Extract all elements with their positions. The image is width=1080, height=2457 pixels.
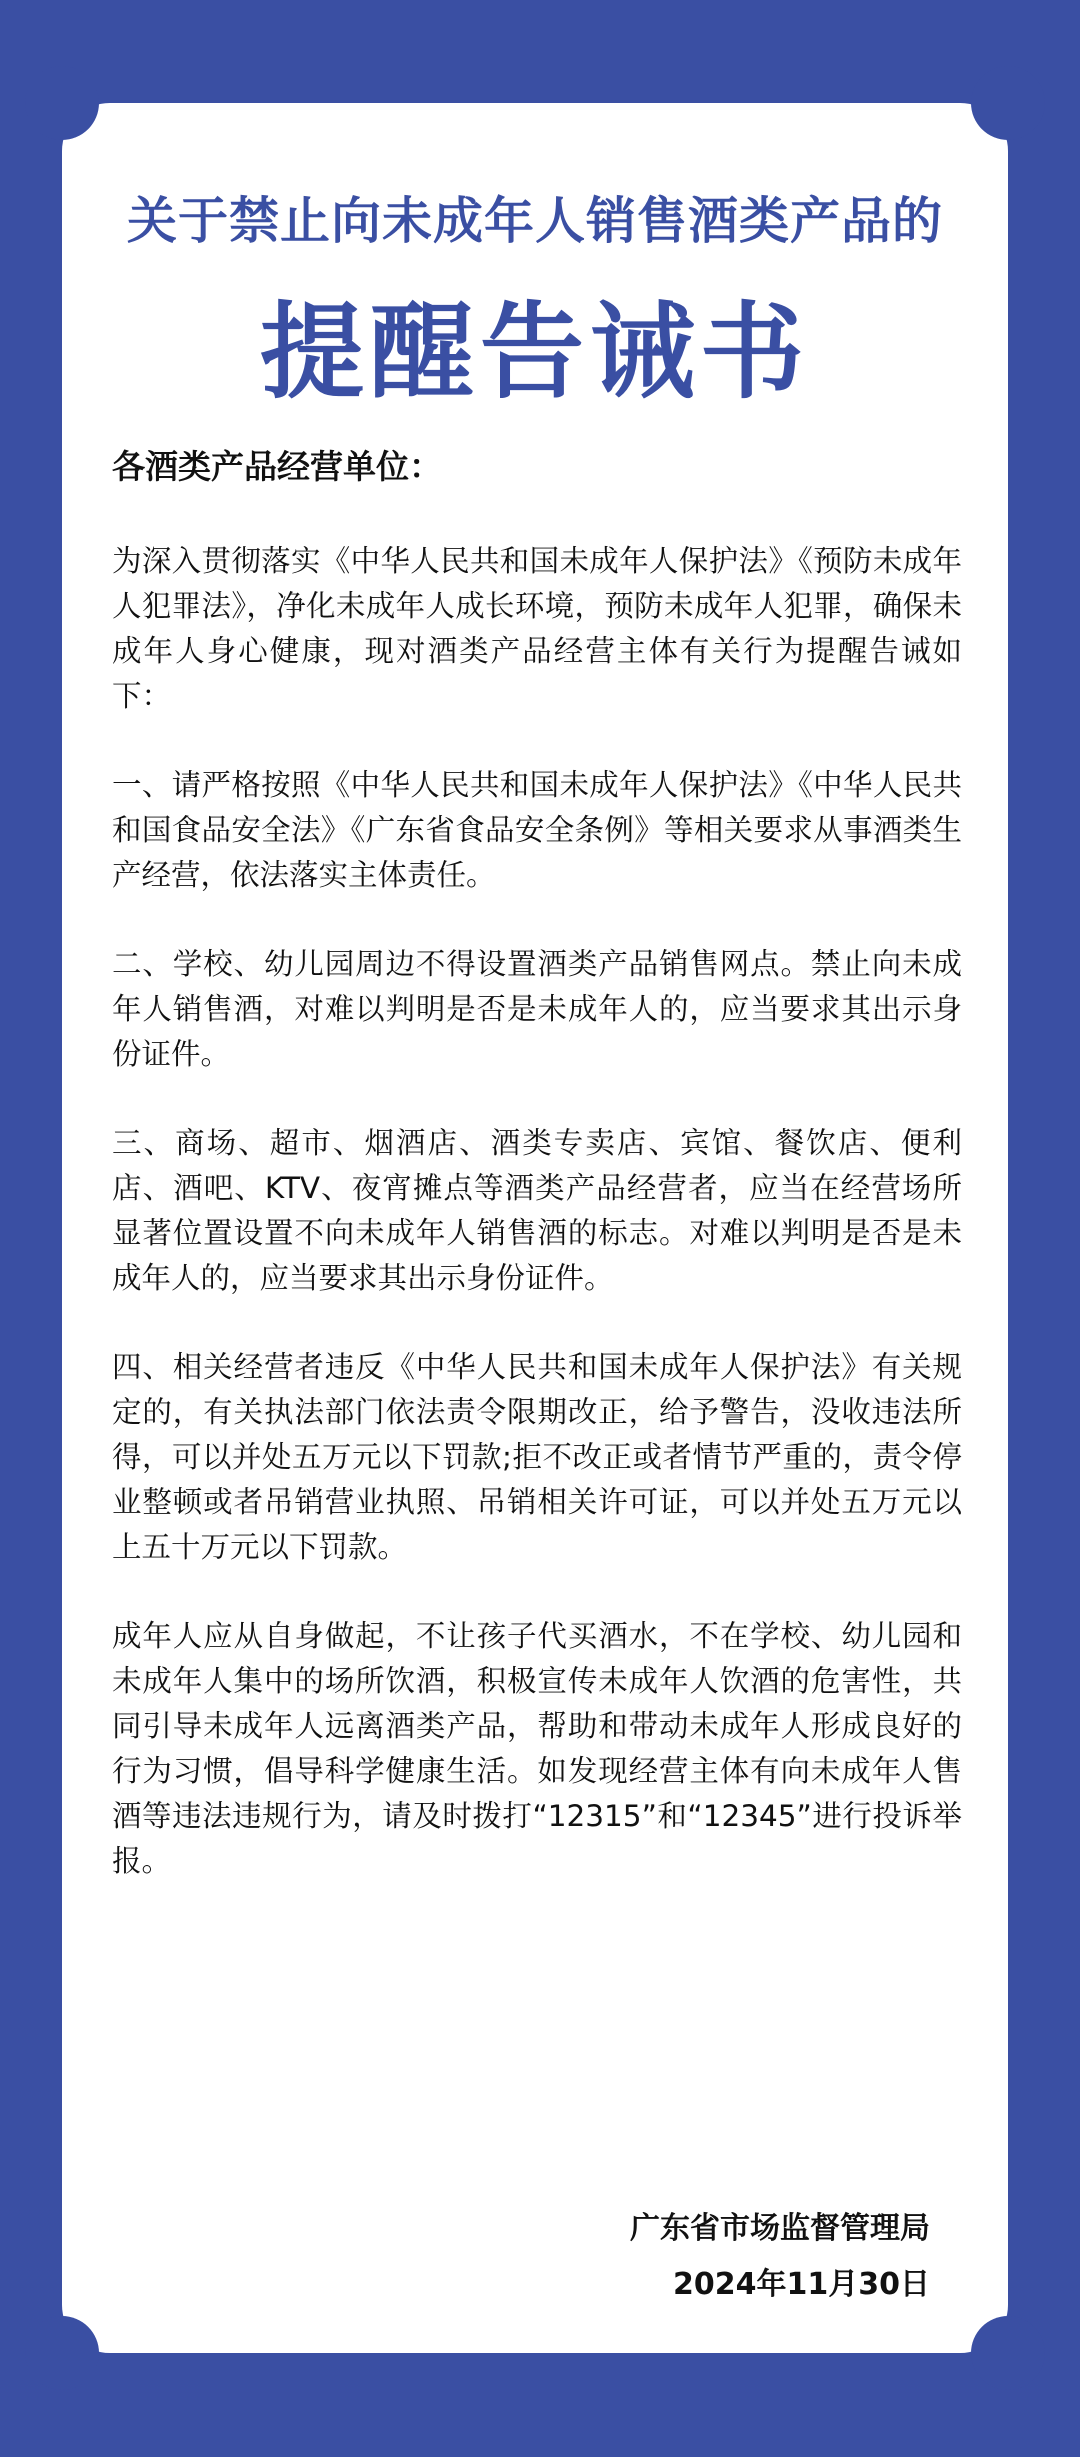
closing-paragraph: 成年人应从自身做起，不让孩子代买酒水，不在学校、幼儿园和未成年人集中的场所饮酒，积极宣传未成年人饮酒的危害性，共同引导未成年人远离酒类产品，帮助和带动未成年人形成良好的行为习惯，倡导科学健康生活。如发现经营主体有向未成年人售酒等违法违规行为，请及时拨打“12315”和“12345”进行投诉举报。 bbox=[112, 1619, 962, 1878]
item-1-paragraph: 一、请严格按照《中华人民共和国未成年人保护法》《中华人民共和国食品安全法》《广东省食品安全条例》等相关要求从事酒类生产经营，依法落实主体责任。 bbox=[112, 768, 962, 892]
issuer-name: 广东省市场监督管理局 bbox=[630, 2211, 930, 2246]
card-corner-notch bbox=[971, 2316, 1045, 2390]
salutation: 各酒类产品经营单位： bbox=[112, 447, 442, 486]
notice-card bbox=[62, 103, 1008, 2353]
notice-body bbox=[112, 443, 962, 1928]
item-4-paragraph: 四、相关经营者违反《中华人民共和国未成年人保护法》有关规定的，有关执法部门依法责令限期改正，给予警告，没收违法所得，可以并处五万元以下罚款;拒不改正或者情节严重的，责令停业整顿或者吊销营业执照、吊销相关许可证，可以并处五万元以上五十万元以下罚款。 bbox=[112, 1350, 962, 1564]
item-3-paragraph: 三、商场、超市、烟酒店、酒类专卖店、宾馆、餐饮店、便利店、酒吧、KTV、夜宵摊点等酒类产品经营者，应当在经营场所显著位置设置不向未成年人销售酒的标志。对难以判明是否是未成年人的，应当要求其出示身份证件。 bbox=[112, 1126, 962, 1295]
intro-paragraph: 为深入贯彻落实《中华人民共和国未成年人保护法》《预防未成年人犯罪法》，净化未成年人成长环境，预防未成年人犯罪，确保未成年人身心健康，现对酒类产品经营主体有关行为提醒告诫如下： bbox=[112, 544, 962, 713]
card-corner-notch bbox=[971, 66, 1045, 140]
notice-title-line2: 提醒告诫书 bbox=[259, 290, 810, 413]
notice-title-line1: 关于禁止向未成年人销售酒类产品的 bbox=[127, 191, 943, 250]
card-corner-notch bbox=[25, 66, 99, 140]
issue-date: 2024年11月30日 bbox=[673, 2267, 930, 2302]
signature-block bbox=[630, 2201, 930, 2313]
item-2-paragraph: 二、学校、幼儿园周边不得设置酒类产品销售网点。禁止向未成年人销售酒，对难以判明是否是未成年人的，应当要求其出示身份证件。 bbox=[112, 947, 962, 1071]
card-corner-notch bbox=[25, 2316, 99, 2390]
